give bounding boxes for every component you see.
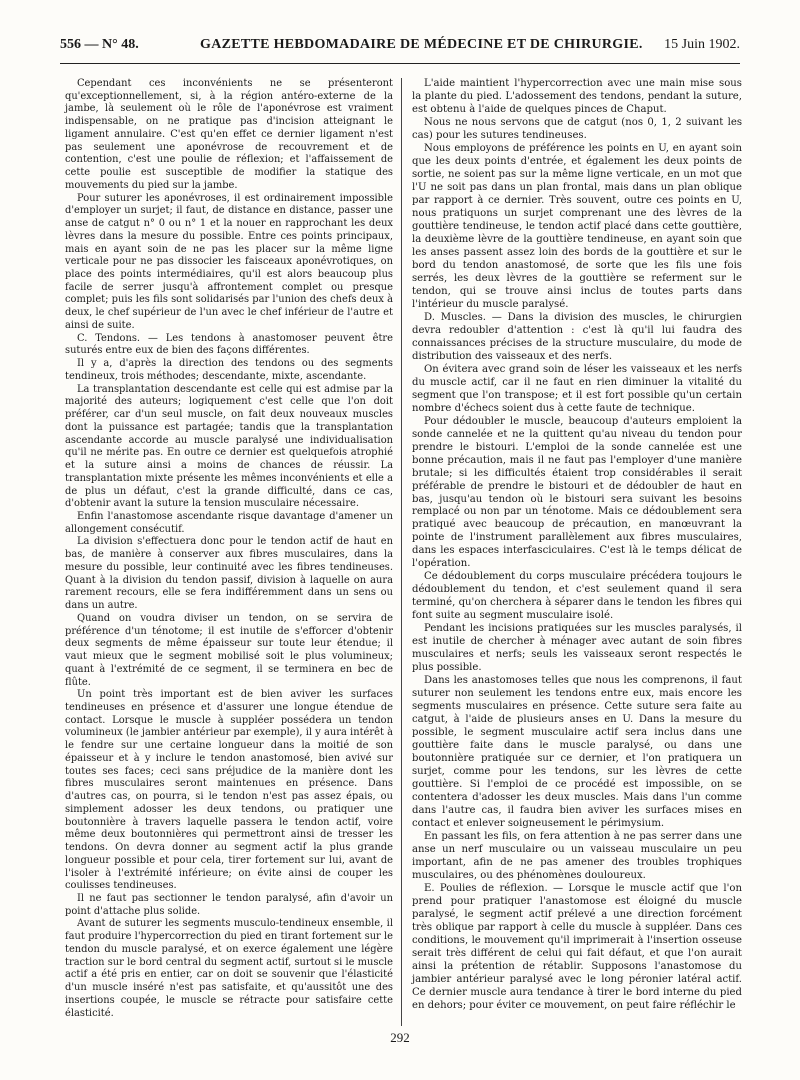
paragraph: D. Muscles. — Dans la division des muscles, le chirurgien devra redoubler d'attention : c'est là qu'il lui faudra des connaissances précises de la structure musculaire, du mode de distribution des vaisseaux et des nerfs. (412, 311, 742, 362)
journal-title: GAZETTE HEBDOMADAIRE DE MÉDECINE ET DE CHIRURGIE. (200, 37, 643, 52)
paragraph: Il y a, d'après la direction des tendons ou des segments tendineux, trois méthodes; descendante, mixte, ascendante. (65, 358, 393, 382)
paragraph: En passant les fils, on fera attention à ne pas serrer dans une anse un nerf musculaire ou un vaisseau musculaire un peu important, afin de ne pas amener des troubles trophiques musculaires, ou des phénomènes douloureux. (412, 831, 742, 882)
paragraph: E. Poulies de réflexion. — Lorsque le muscle actif que l'on prend pour pratiquer l'anastomose est éloigné du muscle paralysé, le segment actif prélevé a une direction forcément très oblique par rapport à celle du muscle à suppléer. Dans ces conditions, le mouvement qu'il imprimerait à l'insertion osseuse serait très différent de celui qui fait défaut, et que l'on aurait ainsi la prétention de rétablir. Supposons l'anastomose du jambier antérieur paralysé avec le long péronier latéral actif. Ce dernier muscle aura tendance à tirer le bord interne du pied en dehors; pour éviter ce mouvement, on peut faire réfléchir le (412, 883, 742, 1011)
paragraph: Quand on voudra diviser un tendon, on se servira de préférence d'un ténotome; il est inutile de s'efforcer d'obtenir deux segments de même épaisseur sur toute leur étendue; il vaut mieux que le segment mobilisé soit le plus volumineux; quant à l'extrémité de ce segment, il se terminera en bec de flûte. (65, 612, 393, 688)
paragraph: Avant de suturer les segments musculo-tendineux ensemble, il faut produire l'hypercorrection du pied en tirant fortement sur le tendon du muscle paralysé, et on exerce également une légère traction sur le bord central du segment actif, surtout si le muscle actif a été pris en entier, car on doit se souvenir que l'élasticité d'un muscle inséré n'est pas satisfaite, et qu'aussitôt une des insertions coupée, le muscle se rétracte pour satisfaire cette élasticité. (65, 918, 393, 1019)
paragraph: L'aide maintient l'hypercorrection avec une main mise sous la plante du pied. L'adossement des tendons, pendant la suture, est obtenu à l'aide de quelques pinces de Chaput. (412, 78, 742, 115)
paragraph: La division s'effectuera donc pour le tendon actif de haut en bas, de manière à conserver aux fibres musculaires, dans la mesure du possible, leur continuité avec les fibres tendineuses. Quant à la division du tendon passif, division à laquelle on aura rarement recours, elle se fera indifféremment dans un sens ou dans un autre. (65, 536, 393, 612)
issue-reference: 556 — N° 48. (60, 37, 139, 52)
right-column (412, 78, 742, 1013)
paragraph: Enfin l'anastomose ascendante risque davantage d'amener un allongement consécutif. (65, 510, 393, 535)
paragraph: Ce dédoublement du corps musculaire précédera toujours le dédoublement du tendon, et c'est seulement quand il sera terminé, qu'on cherchera à séparer dans le tendon les fibres qui font suite au segment musculaire isolé. (412, 571, 742, 622)
paragraph: Dans les anastomoses telles que nous les comprenons, il faut suturer non seulement les tendons entre eux, mais encore les segments musculaires en présence. Cette suture sera faite au catgut, à l'aide de plusieurs anses en U. Dans la mesure du possible, le segment musculaire actif sera inclus dans une gouttière faite dans le muscle paralysé, ou dans une boutonnière pratiquée sur ce dernier, et l'on pratiquera un surjet, comme pour les tendons, sur les lèvres de cette gouttière. Si l'emploi de ce procédé est impossible, on se contentera d'adosser les deux muscles. Mais dans l'un comme dans l'autre cas, il faudra bien aviver les surfaces mises en contact et enlever soigneusement le périmysium. (412, 675, 742, 830)
paragraph: C. Tendons. — Les tendons à anastomoser peuvent être suturés entre eux de bien des façons différentes. (65, 332, 393, 357)
page-number: 292 (390, 1030, 410, 1045)
paragraph: Un point très important est de bien aviver les surfaces tendineuses en présence et d'assurer une longue étendue de contact. Lorsque le muscle à suppléer possédera un tendon volumineux (le jambier antérieur par exemple), il y aura intérêt à le fendre sur une certaine longueur dans la moitié de son épaisseur et à y inclure le tendon anastomosé, bien avivé sur toutes ses faces; ceci sans préjudice de la manière dont les fibres musculaires seront maintenues en présence. Dans d'autres cas, on pourra, si le tendon n'est pas assez épais, ou simplement adosser les deux tendons, ou pratiquer une boutonnière à travers laquelle passera le tendon actif, voire même deux boutonnières qui permettront ainsi de tresser les tendons. On devra donner au segment actif la plus grande longueur possible et pour cela, tirer fortement sur lui, avant de l'isoler à l'extrémité inférieure; on évite ainsi de couper les coulisses tendineuses. (65, 689, 393, 892)
paragraph: Il ne faut pas sectionner le tendon paralysé, afin d'avoir un point d'attache plus solide. (65, 893, 393, 917)
paragraph: La transplantation descendante est celle qui est admise par la majorité des auteurs; logiquement c'est celle que l'on doit préférer, car d'un seul muscle, on fait deux nouveaux muscles dont la puissance est partagée; tandis que la transplantation ascendante accorde au muscle paralysé une individualisation qu'il ne mérite pas. En outre ce dernier est quelquefois atrophié et la suture ainsi a moins de chances de réussir. La transplantation mixte présente les mêmes inconvénients et elle a de plus un défaut, c'est la grande difficulté, dans ce cas, d'obtenir avant la suture la tension musculaire nécessaire. (65, 383, 393, 510)
paragraph: Pour suturer les aponévroses, il est ordinairement impossible d'employer un surjet; il faut, de distance en distance, passer une anse de catgut n° 0 ou n° 1 et la nouer en rapprochant les deux lèvres dans la mesure du possible. Entre ces points principaux, mais en ayant soin de ne pas les placer sur la même ligne verticale pour ne pas dissocier les faisceaux aponévrotiques, on place des points intermédiaires, qu'il est alors beaucoup plus facile de serrer jusqu'à affrontement complet ou presque complet; puis les fils sont solidarisés par l'union des chefs deux à deux, le chef supérieur de l'un avec le chef inférieur de l'autre et ainsi de suite. (65, 192, 393, 331)
running-header (60, 37, 740, 59)
paragraph: Pour dédoubler le muscle, beaucoup d'auteurs emploient la sonde cannelée et ne la quittent qu'au niveau du tendon pour prendre le bistouri. L'emploi de la sonde cannelée est une bonne précaution, mais il ne faut pas l'employer d'une manière brutale; si les difficultés étaient trop considérables il serait préférable de prendre le bistouri et de dédoubler de haut en bas, jusqu'au tendon où le bistouri sera suivant les besoins remplacé ou non par un ténotome. Mais ce dédoublement sera pratiqué avec beaucoup de précaution, en manœuvrant la pointe de l'instrument parallèlement aux fibres musculaires, dans les espaces interfasciculaires. C'est là le temps délicat de l'opération. (412, 415, 742, 570)
header-rule (60, 63, 740, 64)
paragraph: Nous employons de préférence les points en U, en ayant soin que les deux points d'entrée, et également les deux points de sortie, ne soient pas sur la même ligne verticale, en un mot que l'U ne soit pas dans un plan frontal, mais dans un plan oblique par rapport à ce dernier. Très souvent, outre ces points en U, nous pratiquons un surjet comprenant une des lèvres de la gouttière tendineuse, le tendon actif placé dans cette gouttière, la deuxième lèvre de la gouttière tendineuse, en ayant soin que les anses passent assez loin des bords de la gouttière et sur le bord du tendon anastomosé, de sorte que les fils une fois serrés, les deux lèvres de la gouttière se referment sur le tendon, qui se trouve ainsi inclus de toutes parts dans l'intérieur du muscle paralysé. (412, 142, 742, 310)
left-column (65, 78, 393, 1020)
issue-date: 15 Juin 1902. (664, 37, 740, 52)
paragraph: Nous ne nous servons que de catgut (nos 0, 1, 2 suivant les cas) pour les sutures tendineuses. (412, 116, 742, 141)
paragraph: Pendant les incisions pratiquées sur les muscles paralysés, il est inutile de chercher à ménager avec autant de soin fibres musculaires et nerfs; seuls les vaisseaux seront respectés le plus possible. (412, 623, 742, 674)
column-divider (401, 78, 402, 1026)
paragraph: Cependant ces inconvénients ne se présenteront qu'exceptionnellement, si, à la région antéro-externe de la jambe, là seulement où le rôle de l'aponévrose est vraiment indispensable, on ne pratique pas d'incision atteignant le ligament annulaire. C'est qu'en effet ce dernier ligament n'est pas seulement une aponévrose de recouvrement et de contention, c'est une poulie de réflexion; et l'affaissement de cette poulie est susceptible de modifier la statique des mouvements du pied sur la jambe. (65, 78, 393, 191)
paragraph: On évitera avec grand soin de léser les vaisseaux et les nerfs du muscle actif, car il ne faut en rien diminuer la vitalité du segment que l'on transpose; et il est fort possible qu'un certain nombre d'échecs soient dus à cette faute de technique. (412, 363, 742, 414)
